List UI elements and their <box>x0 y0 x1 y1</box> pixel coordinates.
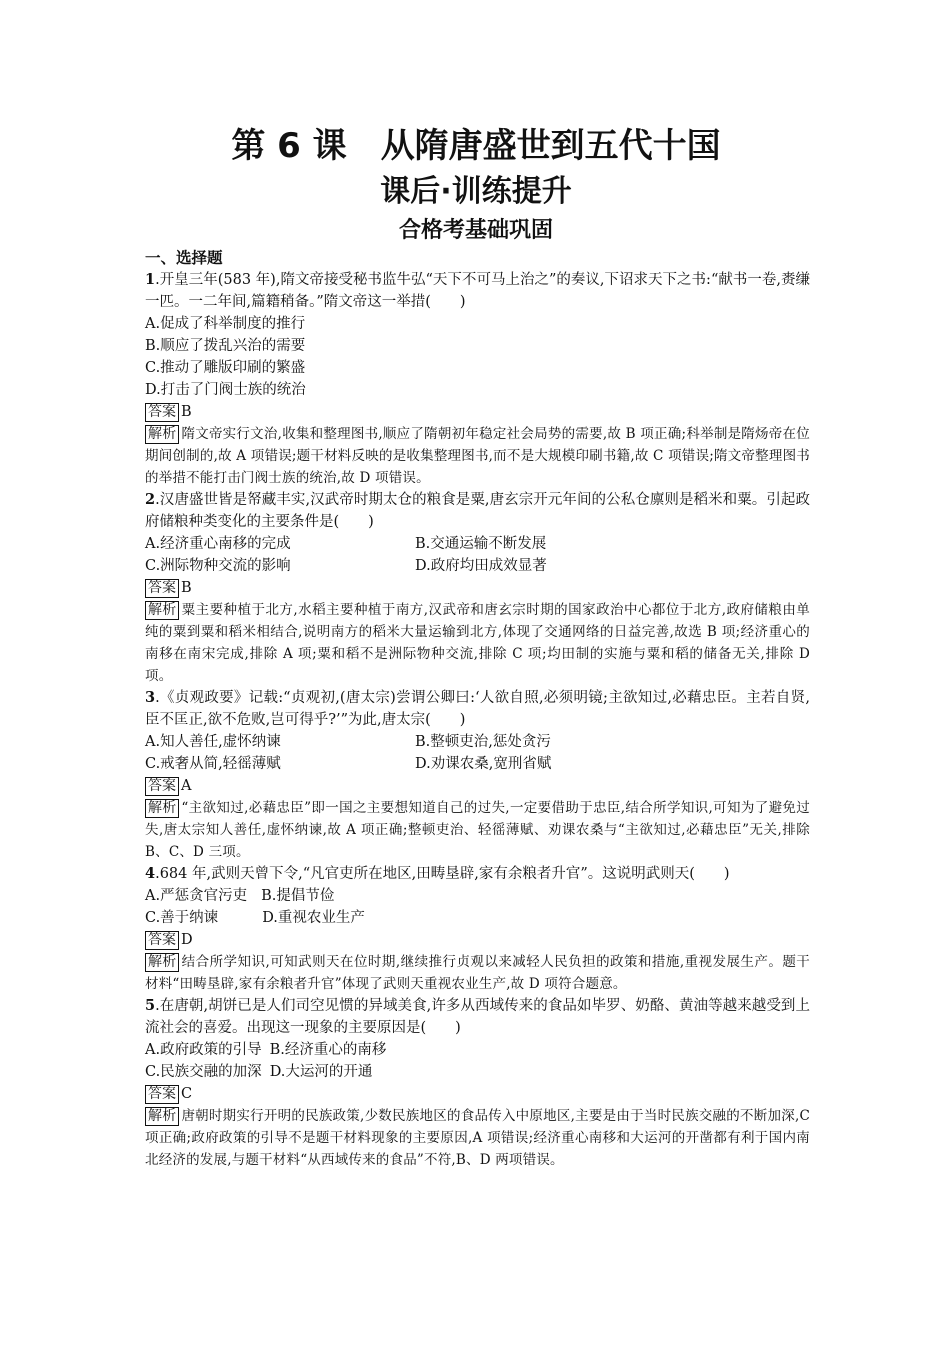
explanation <box>145 599 810 687</box>
explanation-tag: 解析 <box>145 425 179 444</box>
option-c: C.民族交融的加深 <box>145 1064 262 1080</box>
answer-line <box>145 401 810 423</box>
answer-tag: 答案 <box>145 579 179 598</box>
option-d: D.打击了门阀士族的统治 <box>145 382 306 398</box>
options-row <box>145 555 810 577</box>
question-text: .开皇三年(583 年),隋文帝接受秘书监牛弘“天下不可马上治之”的奏议,下诏求天下之书:“献书一卷,赉缣一匹。一二年间,篇籍稍备。”隋文帝这一举措( ) <box>145 272 810 310</box>
question-stem <box>145 687 810 731</box>
option-d: D.大运河的开通 <box>269 1064 373 1080</box>
question-1 <box>145 269 810 489</box>
question-text: .在唐朝,胡饼已是人们司空见惯的异域美食,许多从西域传来的食品如毕罗、奶酪、黄油等越来越受到上流社会的喜爱。出现这一现象的主要原因是( ) <box>145 998 810 1036</box>
answer-tag: 答案 <box>145 403 179 422</box>
answer-value: A <box>181 778 192 794</box>
explanation-tag: 解析 <box>145 601 179 620</box>
answer-value: C <box>181 1086 193 1102</box>
question-stem <box>145 995 810 1039</box>
option-c: C.洲际物种交流的影响 <box>145 558 291 574</box>
lesson-title: 第 6 课 从隋唐盛世到五代十国 <box>231 126 721 166</box>
explanation-text: 隋文帝实行文治,收集和整理图书,顺应了隋朝初年稳定社会局势的需要,故 B 项正确;科举制是隋炀帝在位期间创制的,故 A 项错误;题干材料反映的是收集整理图书,而不是大规模印刷书籍,故 C 项错误;隋文帝整理图书的举措不能打击门阀士族的统治,故 D 项错误。 <box>145 426 810 486</box>
question-stem <box>145 863 810 885</box>
question-number: 3 <box>145 689 156 706</box>
lesson-subtitle: 课后·训练提升 <box>380 174 572 209</box>
question-number: 1 <box>145 271 156 288</box>
answer-line <box>145 929 810 951</box>
answer-value: B <box>181 404 192 420</box>
answer-line <box>145 1083 810 1105</box>
options-row <box>145 533 810 555</box>
explanation <box>145 1105 810 1171</box>
explanation <box>145 951 810 995</box>
answer-tag: 答案 <box>145 777 179 796</box>
question-text: .汉唐盛世皆是帑藏丰实,汉武帝时期太仓的粮食是粟,唐玄宗开元年间的公私仓廪则是稻米和粟。引起政府储粮种类变化的主要条件是( ) <box>145 492 810 530</box>
option-d: D.重视农业生产 <box>262 910 365 926</box>
option-b: B.顺应了拨乱兴治的需要 <box>145 338 306 354</box>
explanation-tag: 解析 <box>145 799 179 818</box>
options-row <box>145 907 810 929</box>
option-a: A.促成了科举制度的推行 <box>145 316 306 332</box>
question-4 <box>145 863 810 995</box>
question-stem <box>145 269 810 313</box>
question-text: .684 年,武则天曾下令,“凡官吏所在地区,田畴垦辟,家有余粮者升官”。这说明武则天( ) <box>155 866 730 882</box>
question-5 <box>145 995 810 1171</box>
option-a: A.知人善任,虚怀纳谏 <box>145 734 281 750</box>
answer-tag: 答案 <box>145 931 179 950</box>
section-title: 合格考基础巩固 <box>398 218 553 243</box>
option-a: A.政府政策的引导 <box>145 1042 262 1058</box>
option-a: A.严惩贪官污吏 <box>145 888 248 904</box>
options-row <box>145 731 810 753</box>
question-number: 4 <box>145 865 156 882</box>
answer-value: B <box>181 580 192 596</box>
explanation-text: 结合所学知识,可知武则天在位时期,继续推行贞观以来减轻人民负担的政策和措施,重视发展生产。题干材料“田畴垦辟,家有余粮者升官”体现了武则天重视农业生产,故 D 项符合题意。 <box>145 954 810 992</box>
option-b: B.整顿吏治,惩处贪污 <box>415 734 551 750</box>
question-text: .《贞观政要》记载:“贞观初,(唐太宗)尝谓公卿曰:‘人欲自照,必须明镜;主欲知过,必藉忠臣。主若自贤,臣不匡正,欲不危败,岂可得乎?’”为此,唐太宗( ) <box>145 690 810 728</box>
answer-tag: 答案 <box>145 1085 179 1104</box>
explanation-tag: 解析 <box>145 953 179 972</box>
option-b: B.提倡节俭 <box>261 888 335 904</box>
option-a: A.经济重心南移的完成 <box>145 536 291 552</box>
explanation-text: 粟主要种植于北方,水稻主要种植于南方,汉武帝和唐玄宗时期的国家政治中心都位于北方,政府储粮由单纯的粟到粟和稻米相结合,说明南方的稻米大量运输到北方,体现了交通网络的日益完善,故选 B 项;经济重心的南移在南宋完成,排除 A 项;粟和稻不是洲际物种交流,排除 C 项;均田制的实施与粟和稻的储备无关,排除 D 项。 <box>145 602 810 684</box>
explanation-text: “主欲知过,必藉忠臣”即一国之主要想知道自己的过失,一定要借助于忠臣,结合所学知识,可知为了避免过失,唐太宗知人善任,虚怀纳谏,故 A 项正确;整顿吏治、轻徭薄赋、劝课农桑与“主欲知过,必藉忠臣”无关,排除 B、C、D 三项。 <box>145 800 810 860</box>
question-number: 2 <box>145 491 156 508</box>
options-row <box>145 885 810 907</box>
question-2 <box>145 489 810 687</box>
option-b: B.经济重心的南移 <box>269 1042 387 1058</box>
option-b: B.交通运输不断发展 <box>415 536 547 552</box>
explanation-tag: 解析 <box>145 1107 179 1126</box>
option-c: C.推动了雕版印刷的繁盛 <box>145 360 306 376</box>
option-d: D.劝课农桑,宽刑省赋 <box>415 756 552 772</box>
option-c: C.戒奢从简,轻徭薄赋 <box>145 756 281 772</box>
question-content <box>145 247 810 1171</box>
question-number: 5 <box>145 997 156 1014</box>
option-d: D.政府均田成效显著 <box>415 558 547 574</box>
options-row <box>145 1039 810 1061</box>
answer-line <box>145 775 810 797</box>
explanation <box>145 797 810 863</box>
section-heading: 一、选择题 <box>145 249 223 267</box>
explanation <box>145 423 810 489</box>
question-stem <box>145 489 810 533</box>
options-row <box>145 753 810 775</box>
option-c: C.善于纳谏 <box>145 910 219 926</box>
answer-value: D <box>181 932 193 948</box>
explanation-text: 唐朝时期实行开明的民族政策,少数民族地区的食品传入中原地区,主要是由于当时民族交融的不断加深,C 项正确;政府政策的引导不是题干材料现象的主要原因,A 项错误;经济重心南移和大运河的开凿都有利于国内南北经济的发展,与题干材料“从西域传来的食品”不符,B、D 两项错误。 <box>145 1108 810 1168</box>
question-3 <box>145 687 810 863</box>
answer-line <box>145 577 810 599</box>
options-row <box>145 1061 810 1083</box>
